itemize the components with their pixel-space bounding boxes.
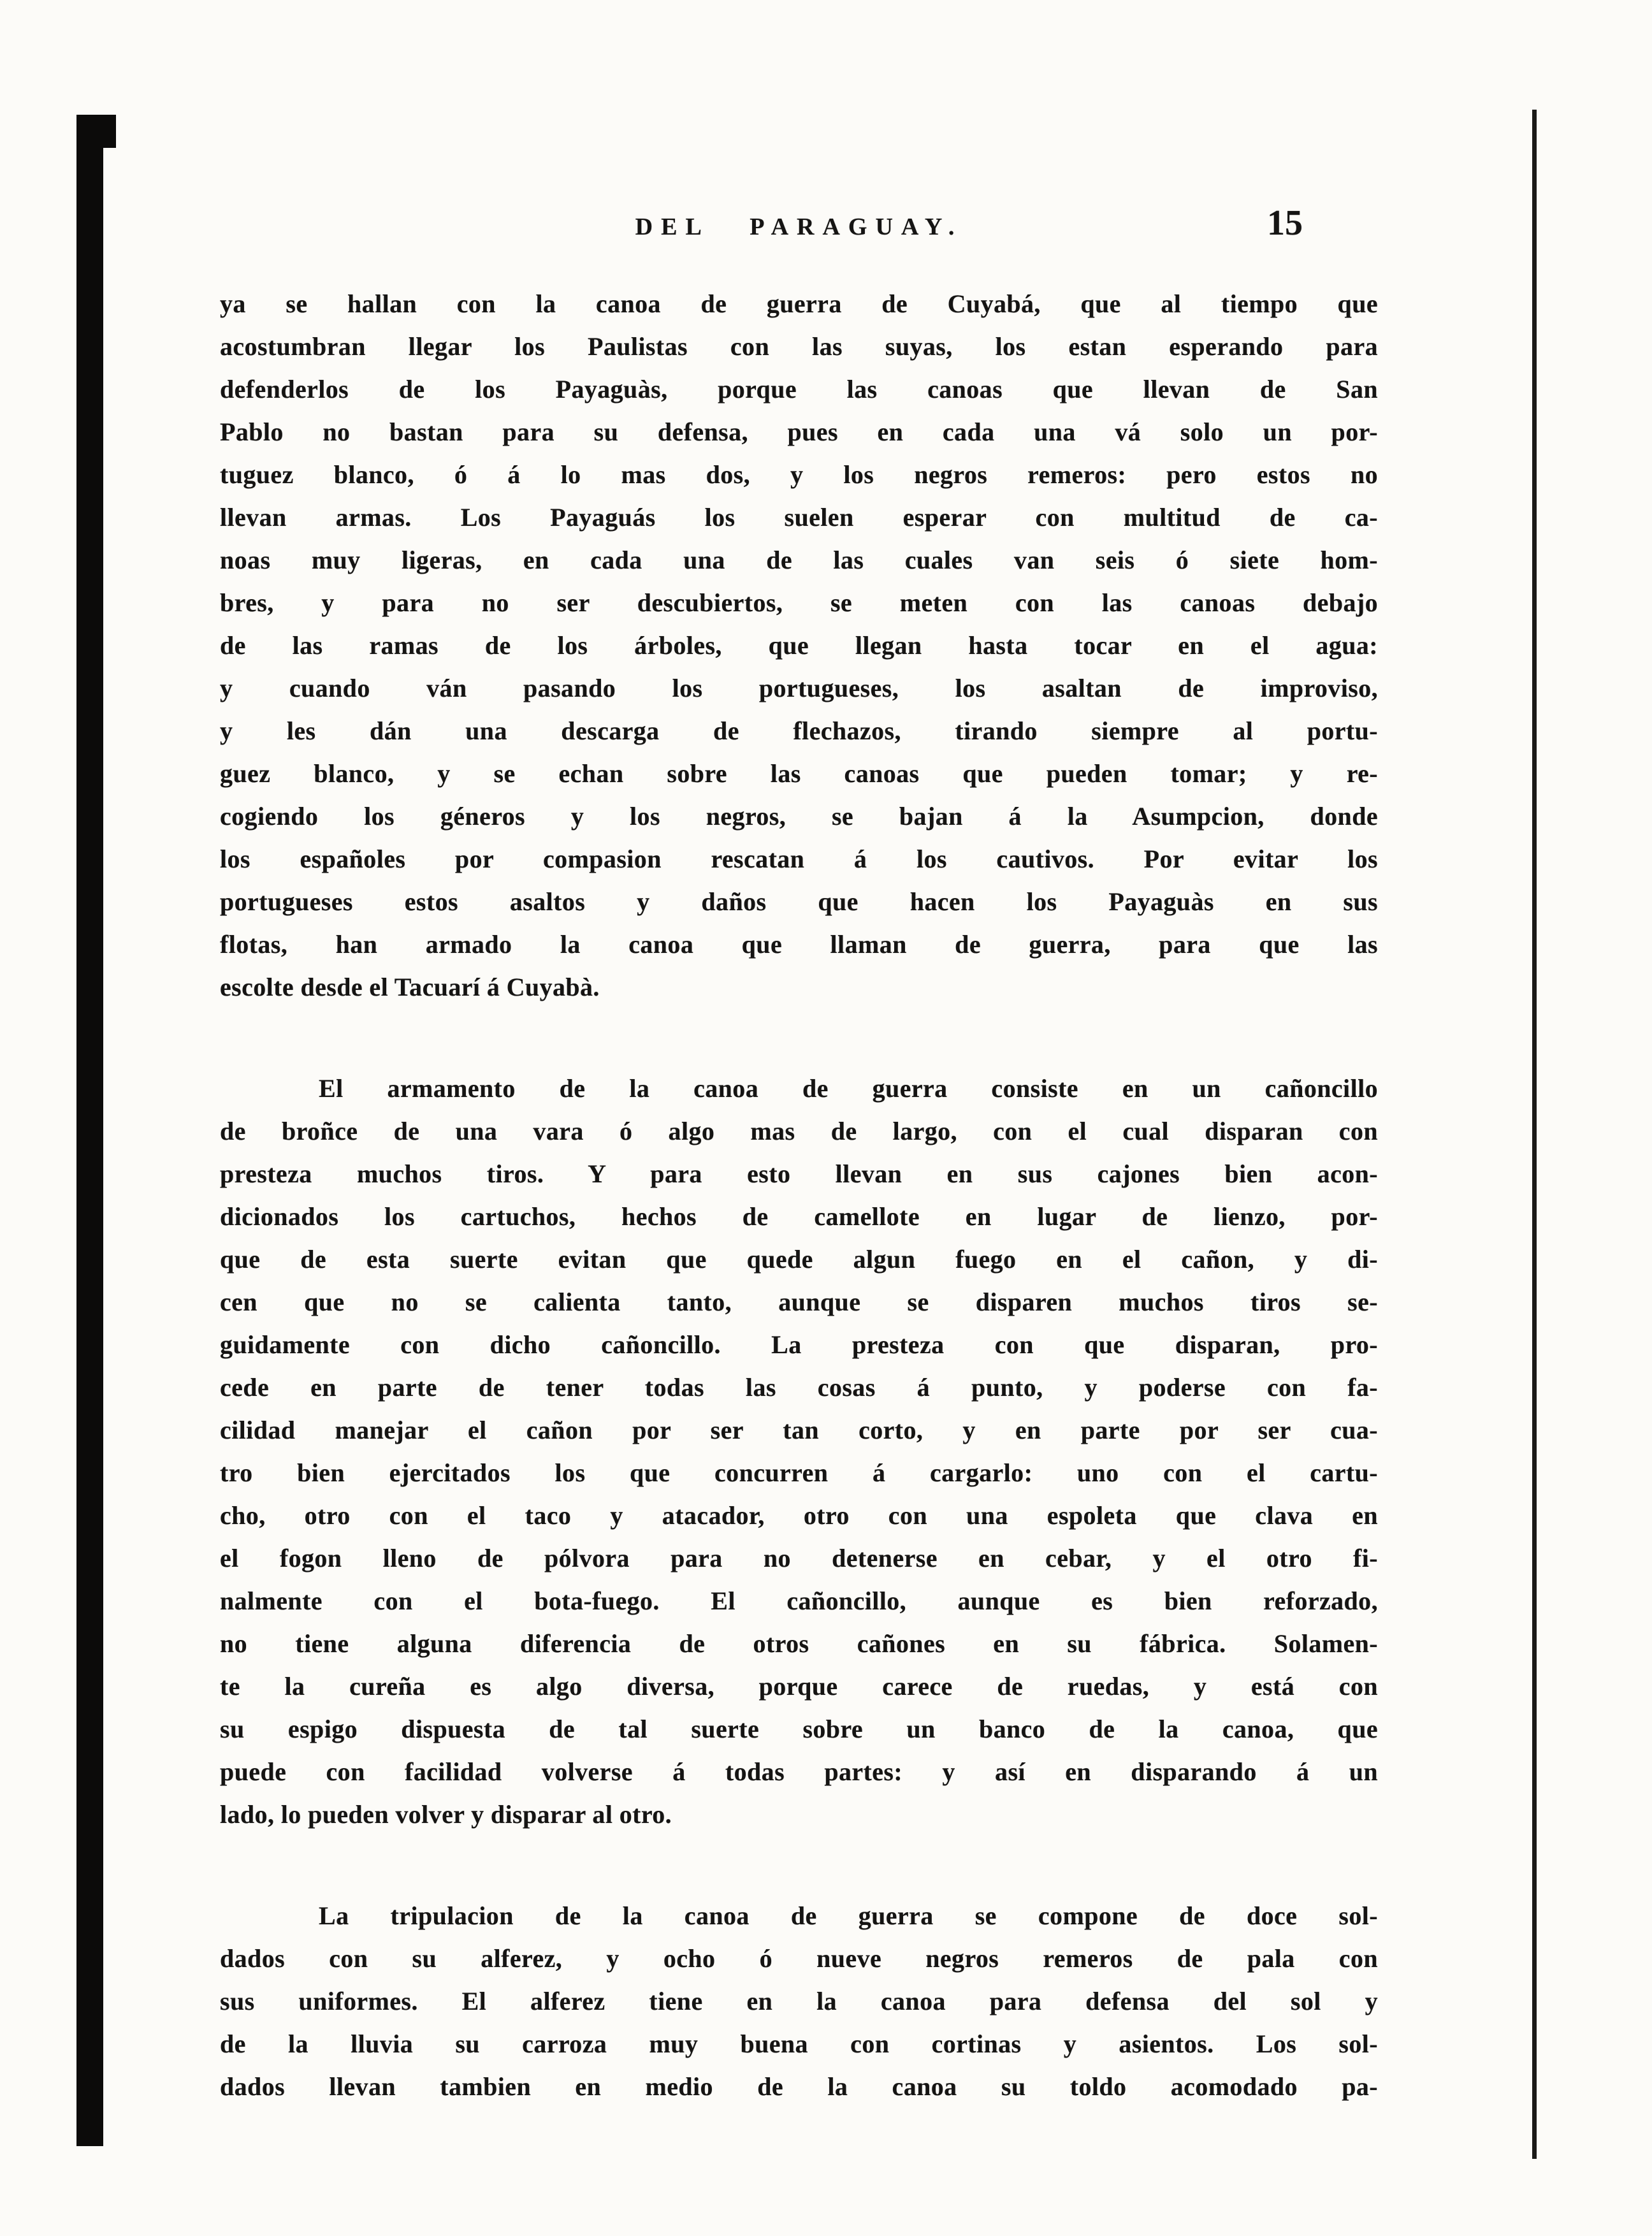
paragraph <box>220 1067 1378 1836</box>
text-line: te la cureña es algo diversa, porque carece de ruedas, y está con <box>220 1672 1378 1701</box>
text-line: y les dán una descarga de flechazos, tirando siempre al portu- <box>220 716 1378 745</box>
text-line: guez blanco, y se echan sobre las canoas que pueden tomar; y re- <box>220 759 1378 788</box>
text-line: cho, otro con el taco y atacador, otro con una espoleta que clava en <box>220 1501 1378 1530</box>
text-line: y cuando ván pasando los portugueses, los asaltan de improviso, <box>220 674 1378 702</box>
page-header <box>220 203 1378 254</box>
text-line: dicionados los cartuchos, hechos de camellote en lugar de lienzo, por- <box>220 1202 1378 1231</box>
text-line: no tiene alguna diferencia de otros cañones en su fábrica. Solamen- <box>220 1629 1378 1658</box>
paragraph <box>220 282 1378 1008</box>
text-line: El armamento de la canoa de guerra consiste en un cañoncillo <box>319 1074 1378 1103</box>
running-title: DEL PARAGUAY. <box>635 214 963 240</box>
text-line: cilidad manejar el cañon por ser tan corto, y en parte por ser cua- <box>220 1416 1378 1444</box>
text-line: de las ramas de los árboles, que llegan hasta tocar en el agua: <box>220 631 1378 660</box>
text-line: llevan armas. Los Payaguás los suelen esperar con multitud de ca- <box>220 503 1378 532</box>
text-line: cogiendo los géneros y los negros, se bajan á la Asumpcion, donde <box>220 802 1378 831</box>
text-line: los españoles por compasion rescatan á los cautivos. Por evitar los <box>220 845 1378 873</box>
text-line: bres, y para no ser descubiertos, se meten con las canoas debajo <box>220 588 1378 617</box>
text-line: tro bien ejercitados los que concurren á cargarlo: uno con el cartu- <box>220 1458 1378 1487</box>
text-line: de la lluvia su carroza muy buena con cortinas y asientos. Los sol- <box>220 2029 1378 2058</box>
page-number: 15 <box>1267 203 1303 243</box>
body-text <box>220 282 1378 2108</box>
text-line: cen que no se calienta tanto, aunque se disparen muchos tiros se- <box>220 1288 1378 1316</box>
text-line: tuguez blanco, ó á lo mas dos, y los negros remeros: pero estos no <box>220 460 1378 489</box>
text-line: el fogon lleno de pólvora para no detenerse en cebar, y el otro fi- <box>220 1544 1378 1572</box>
text-line: portugueses estos asaltos y daños que hacen los Payaguàs en sus <box>220 887 1378 916</box>
page-edge-rule <box>1532 110 1537 2159</box>
text-line: Pablo no bastan para su defensa, pues en cada una vá solo un por- <box>220 417 1378 446</box>
text-line: puede con facilidad volverse á todas partes: y así en disparando á un <box>220 1757 1378 1786</box>
text-line: presteza muchos tiros. Y para esto llevan en sus cajones bien acon- <box>220 1159 1378 1188</box>
binding-edge-bar <box>76 122 103 2146</box>
text-line: defenderlos de los Payaguàs, porque las canoas que llevan de San <box>220 375 1378 403</box>
text-line: cede en parte de tener todas las cosas á punto, y poderse con fa- <box>220 1373 1378 1402</box>
text-line: sus uniformes. El alferez tiene en la canoa para defensa del sol y <box>220 1987 1378 2015</box>
text-line: flotas, han armado la canoa que llaman de guerra, para que las <box>220 930 1378 959</box>
text-line: nalmente con el bota-fuego. El cañoncillo, aunque es bien reforzado, <box>220 1586 1378 1615</box>
text-line: guidamente con dicho cañoncillo. La presteza con que disparan, pro- <box>220 1330 1378 1359</box>
text-line: lado, lo pueden volver y disparar al otro. <box>220 1800 672 1829</box>
text-line: noas muy ligeras, en cada una de las cuales van seis ó siete hom- <box>220 546 1378 574</box>
text-line: La tripulacion de la canoa de guerra se compone de doce sol- <box>319 1901 1378 1930</box>
text-line: acostumbran llegar los Paulistas con las suyas, los estan esperando para <box>220 332 1378 361</box>
text-line: su espigo dispuesta de tal suerte sobre un banco de la canoa, que <box>220 1715 1378 1743</box>
text-line: dados con su alferez, y ocho ó nueve negros remeros de pala con <box>220 1944 1378 1973</box>
text-line: de broñce de una vara ó algo mas de largo, con el cual disparan con <box>220 1117 1378 1145</box>
text-line: escolte desde el Tacuarí á Cuyabà. <box>220 973 600 1001</box>
paragraph <box>220 1894 1378 2108</box>
text-line: que de esta suerte evitan que quede algun fuego en el cañon, y di- <box>220 1245 1378 1274</box>
text-line: ya se hallan con la canoa de guerra de Cuyabá, que al tiempo que <box>220 289 1378 318</box>
text-line: dados llevan tambien en medio de la canoa su toldo acomodado pa- <box>220 2072 1378 2101</box>
